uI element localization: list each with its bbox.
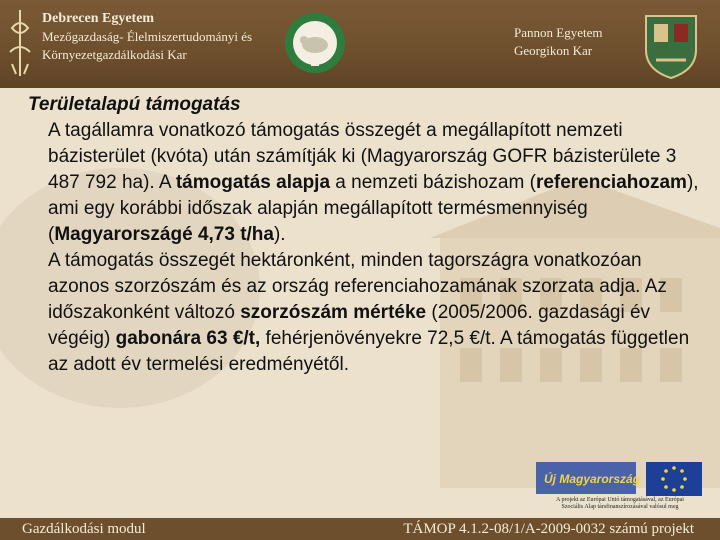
p1-bold-support-basis: támogatás alapja [175,172,331,193]
university-name: Debrecen Egyetem [42,11,155,26]
footer-band [0,518,720,540]
university-logo-icon [6,8,34,78]
faculty-seal-icon [284,12,346,74]
slide-title: Területalapú támogatás [28,94,241,115]
p2-bold-multiplier: szorzószám mértéke [240,302,427,323]
footer-module-name: Gazdálkodási modul [22,521,146,537]
faculty-name-line1: Mezőgazdaság- Élelmiszertudományi és [42,29,253,44]
slide-content [28,92,700,378]
university-crest-icon [640,10,702,80]
partner-faculty-name: Georgikon Kar [514,43,593,58]
p1-text-a: A tagállamra vonatkozó támogatás összegét a megállapított nemzeti bázisterület (kvóta) után számítják ki (Magyarország GOFR bázisterülete 3 487 792 ha). A [48,120,677,193]
header-left-text [42,10,252,64]
paragraph-2 [48,248,700,378]
funding-note [538,497,702,511]
funding-note-line1: A projekt az Európai Unió támogatásával, az Európai [556,497,684,503]
header-right-text [514,24,602,60]
partner-university-name: Pannon Egyetem [514,25,603,40]
footer-project-code: TÁMOP 4.1.2-08/1/A-2009-0032 számú projekt [403,521,694,537]
p1-text-g: ). [273,224,286,245]
faculty-name-line2: Környezetgazdálkodási Kar [42,47,187,62]
header-band [0,0,720,88]
paragraph-1 [48,118,700,248]
p2-bold-cereal-rate: gabonára 63 €/t, [115,328,261,349]
p1-text-e: ), ami egy korábbi időszak alapján megállapított termésmennyiség ( [48,172,699,245]
p1-bold-reference-yield: referenciahozam [535,172,687,193]
p2-text-c: (2005/2006. gazdasági év végéig) [48,302,651,349]
funding-note-line2: Szociális Alap társfinanszírozásával valósul meg [561,504,679,510]
p2-text-a: A támogatás összegét hektáronként, minden tagországra vonatkozóan azonos szorzószám és az ország referenciahozamának szorzata adja. Az időszakonként változó [48,250,667,323]
p1-bold-hungary-yield: Magyarországé 4,73 t/ha [54,224,274,245]
p1-text-c: a nemzeti bázishozam ( [330,172,536,193]
svg-text:Új Magyarország: Új Magyarország [544,472,641,486]
p2-text-e: fehérjenövényekre 72,5 €/t. A támogatás független az adott év termelési eredményétől. [48,328,690,375]
